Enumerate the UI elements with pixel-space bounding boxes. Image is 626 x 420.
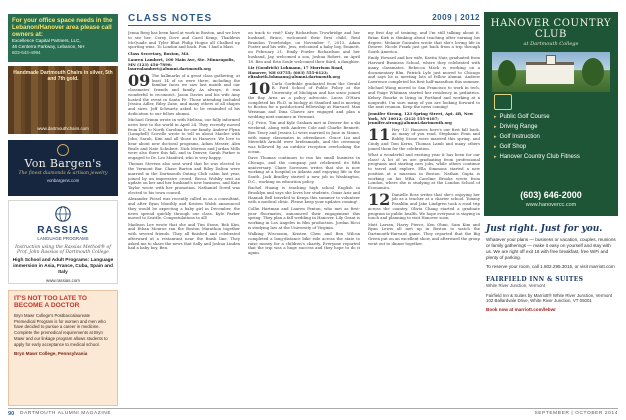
drop-cap: 11 [368, 125, 391, 145]
fairfield-booking-link[interactable]: Book now at marriott.com/lebwr [486, 307, 556, 313]
fairfield-brand: FAIRFIELD INN & SUITES [486, 276, 584, 283]
premed-ad[interactable] [8, 290, 118, 406]
left-ad-column [8, 14, 118, 406]
fairfield-address: Fairfield Inn & Suites by Marriott® White River Junction, Vermont 102 Ballardvale Drive, White River Junction, VT 05001 [486, 292, 612, 304]
hcc-services-list [494, 112, 580, 162]
note-paragraph: Carla Gorfinkle graduated from the Gerald R. Ford School of Public Policy at the University of Michigan and has since joined the Bay Area as a policy advocate. Lucas O'Hara completed his Ph.D. in biology at Stanford and is moving to Boston for a postdoctoral fellowship at Harvard. Max Weisman and Dina Chavez are engaged and plan a wedding next summer in Vermont. [248, 80, 360, 119]
hcc-name: HANOVER COUNTRY CLUB [490, 18, 612, 40]
drop-cap: 10 [248, 79, 271, 99]
hcc-service-item: ▸ Golf Instruction [494, 132, 580, 142]
note-paragraph: Dave Thomas continues to run his small business in Chicago, and the company just celebrated its fifth anniversary. Claire Sorensen writes that she is now working at a hospital in Atlanta and enjoying life in the South. Jack Bradley started a new job in Washington, D.C., working on education policy. [248, 155, 360, 184]
tree-image [498, 60, 516, 86]
office-ad-business: Excellence Capital Partners, LLC, [12, 38, 81, 43]
office-ad-headline: For your office space needs in the Lebanon/Hanover area please call owners at: [12, 17, 113, 38]
hcc-service-item: ▸ Public Golf Course [494, 112, 580, 122]
vonbargens-url: vonbargens.com [46, 178, 80, 183]
premed-text: Bryn Mawr College's Postbaccalaureate Premedical Program is for women and men who have decided to pursue a career in medicine. Complete the premedical requirements at Bryn Mawr and our linkage program allows students to apply for early acceptance to medical school. [14, 312, 108, 347]
office-ad-address: 46 Centerra Parkway, Lebanon, NH [12, 44, 85, 49]
class-years: 2009 | 2012 [432, 13, 480, 22]
rassias-programs: High School and Adult Programs: Language immersion in Asia, France, Cuba, Spain and Italy [12, 257, 114, 275]
note-paragraph: Thomas Stevens also sent word that he was elected to the Vermont Bar. Chase Burton and Riley Dalton were married in the Dartmouth Outing Club cabin last year, joined by an impressive crowd. Becca Wolsky sent an update on her and her husband's new business, and Kate Taylor wrote with her promotion. Nathaniel Dowd was elected to his town council. [128, 161, 240, 195]
office-space-ad[interactable] [8, 14, 118, 62]
hcc-service-item: ▸ Driving Range [494, 122, 580, 132]
note-paragraph: Michael Wang moved to San Francisco to work in tech, and Paige Whitman started her residency in pediatrics. Kelsey Rourke is living in Portland and working at a nonprofit. I'm sure many of you are looking forward to the next reunion. Keep the news coming! [368, 85, 480, 110]
chairs-ad-url: www.dartmouthchairs.com [37, 126, 89, 131]
clubhouse-image [526, 62, 574, 84]
class-secretary-contact: Jennifer Strong, 123 Spring Street, Apt. 4B, New York, NY 10012; (212) 555-0187; jennifer.strong@alumni.dartmouth.org [368, 110, 474, 126]
rassias-description: Instruction using the Rassias Method® of Prof. John Rassias of Dartmouth College [15, 244, 111, 256]
chairs-ad[interactable] [8, 66, 118, 134]
hcc-service-item: ▸ Hanover Country Club Fitness [494, 152, 580, 162]
globe-logo-icon [54, 205, 72, 223]
note-paragraph: Madison Lee wrote that she and Tim Stone, Bob Kim, and Ethan Monroe ran the Boston Marathon together with several friends. They all finished and celebrated afterward at a restaurant near the finish line. They asked me to share the news that Sally and Joshua Linden had a baby boy, Ben. [128, 221, 240, 251]
note-paragraph: The hallmarks of a great class gathering; at least 14 of us were there, including the familiar faces we saw last month and our classmates' friends and family. As always, it was wonderful to reconnect. Jason Davies and his wife Amy hosted the event in Santa Fe. Those attending included Jessica Adler, Riley Zane, and many others of all shapes and sizes. Jeff Schwartz asked to be reminded of his dedication to our fellow alumni. [128, 72, 240, 116]
clubhouse-photo [492, 52, 610, 92]
magazine-name: DARTMOUTH ALUMNI MAGAZINE [20, 411, 112, 417]
vonbargens-ad[interactable] [8, 140, 118, 196]
hcc-url[interactable]: www.hanovercc.com [525, 202, 577, 208]
hanover-country-club-ad[interactable] [484, 12, 618, 216]
note-paragraph: C.J. Price, Tim and Kyle Graham met in Denver for a ski weekend, along with Andrew Cole and Charlie Bennett. Ben Tracy and Jessica Li were married in June in Maine, with many classmates in attendance. Grace Liu and Meredith Arnold were bridesmaids, and the ceremony was followed by an outdoor reception overlooking the ocean. [248, 120, 360, 154]
section-title: CLASS NOTES [128, 13, 213, 24]
fairfield-headline: Just right. Just for you. [486, 224, 603, 234]
right-ad-column [484, 12, 618, 406]
premed-foot: Bryn Mawr College, Pennsylvania [14, 350, 88, 356]
office-ad-phone: 603-643-4994 [12, 50, 41, 55]
tree-image [582, 58, 604, 86]
note-paragraph: Emily Howard and her wife, Kavita Nair, graduated from Harvard Business School, where they celebrated with many classmates. Rebecca Mack is working on a documentary film. Patrick Lyle just moved to Chicago and says he is meeting lots of fellow alumni. Andrew Lawrence completed his first half-marathon this summer. [368, 55, 480, 85]
rassias-name: RASSIAS [37, 225, 89, 236]
note-paragraph: Alexander Fiesel was recently called in as a consultant, and after Ryan Monthly and Kristen Walsh announced they would be expecting a baby girl in December, the news spread quickly through our class. Kyle Parker moved to Seattle. Congratulations to all! [128, 196, 240, 221]
drop-cap: 12 [368, 190, 391, 210]
note-paragraph: Jenna Berg has been hard at work in Boston, and we love to see her. Corey Dove and Carol Kemp, Thaddeus McQuade and Tyler Bhat Philip Hogue all Chalked up sporting wins. To London and back. Fun. I had a blast. [128, 30, 240, 50]
fairfield-inn-ad[interactable] [484, 224, 618, 406]
shield-logo-icon [494, 94, 512, 110]
hcc-service-item: ▸ Golf Shop [494, 142, 580, 152]
note-paragraph: Hey '12! Hanover, here's our first fall back. As many of you read, Stephanie Fenn and Bobby Stone were married this spring, and Cindy and Tom Kerns, Thomas Lamb and many others joined them for the celebration. [368, 126, 480, 151]
class-secretary-label: Class Secretary, Boston, MA [128, 50, 189, 56]
crest-icon [57, 144, 69, 156]
fairfield-text: Whatever your plans — business or vacation, couples, reunions or family gatherings — make it easy on yourself and stay with us. We are right off exit 18 with free breakfast, free WiFi and plenty of parking. [486, 237, 616, 260]
vonbargens-tagline: The finest diamonds & artisan jewelry [18, 171, 108, 176]
notes-column-3 [368, 30, 480, 402]
issue-date: SEPTEMBER | OCTOBER 2014 [534, 411, 618, 417]
note-paragraph: What a wonderful and exciting year it has been for our class! A lot of us are graduating from professional programs and starting new jobs, while others continue to travel and explore. Ella Simmons started a new position at a museum in Boston. Nathan Gupta is working on his MBA. Caroline Brooks wrote from London, where she is studying at the London School of Economics. [368, 151, 480, 191]
note-paragraph: Michael Grimm wrote in with Melissa, our fully informed news best to the world in April 24. They recently moved from D.C. to North Carolina for one family. Andrew Flynn (Lampbell) Scoville wrote to tell us about Maelee with John, Sarah, Kim and all those in Hanover. We love to hear about new doctoral programs, Adam Messer, Alex Beale and Nate Schubert. Nick Moreno and Jordan Mills were also there this fall, and in Denver, Sarah Parker is engaged to Dr. Leo Manford, who is very happy. [128, 117, 240, 161]
note-paragraph: on track to visit? Katy Richardson Trowbridge and her husband, Bruce, welcomed their first child, Reid Brandon Trowbridge, on November 7, 2013. Adam Foster and his wife, Jess, welcomed a baby boy, Emmett, on February 21. Emily Fowler Richardson and her husband, Jay, welcomed a son, Joshua Robert, on April 18. Ben and Erin Soule welcomed their third, a daughter. [248, 30, 360, 64]
fairfield-brand-location: White River Junction, Vermont [486, 283, 546, 288]
note-paragraph: Walking Wisconsin, Kristen Chen and Ben Wilcox completed a long-distance bike ride across the state to raise money for a children's charity. Everyone reported that the trip was a huge success and they hope to do it again. [248, 231, 360, 256]
section-header [128, 12, 480, 26]
rassias-ad[interactable] [8, 200, 118, 284]
note-paragraph: Matt Larsen, Harry Pierce, Ken Ohmi, Sam Kim and Ryan Lewis all met up in Boston to watch the Dartmouth-Harvard game. They reported that the Big Green put on an excellent show, and afterward the group went out to dinner together. [368, 221, 480, 246]
note-paragraph: Danielle Ross writes that she's enjoying her job as a teacher at a charter school. Tommy Franklin and Jake Lindgren took a road trip across the country. Olivia Chang started a graduate program in public health. We hope everyone is staying in touch and planning to visit Hanover soon. [368, 191, 480, 221]
vonbargens-name: Von Bargen's [24, 157, 102, 170]
note-paragraph: Rachel Huang is teaching high school English in Brooklyn and says she loves her students. Omar Aziz and Hannah Bell traveled to Kenya this summer to volunteer with a medical clinic. Please keep your updates coming! [248, 185, 360, 205]
class-secretary-contact: Liz (Goodrich) Lohmann, 17 Morrison Road, Hanover, NH 03755; (603) 555-0123; elizabeth.lohmann@alumni.dartmouth.org [248, 64, 344, 80]
notes-column-2 [248, 30, 360, 402]
class-secretary-contact: Lauren Lambert, 100 Main Ave, Ste. Minneapolis, MN (123) 456-7890; laurenlambert@alumni.dartmouth.org [128, 56, 235, 72]
drop-cap: 09 [128, 71, 151, 91]
page-footer [8, 408, 618, 418]
page-number: 90 [8, 411, 15, 417]
hcc-phone: (603) 646-2000 [520, 190, 582, 200]
note-paragraph: Collin Hartman and Lauren Fenton, who met as first-year floormates, announced their engagement this spring. They plan a fall wedding in Hanover. Lily Grant is working in Los Angeles in film production. Jordan Ricci is studying law at the University of Virginia. [248, 205, 360, 230]
notes-column-1 [128, 30, 240, 402]
chairs-ad-caption: Handmade Dartmouth Chairs in silver, 5th and 7th gold. [13, 70, 113, 82]
fairfield-reserve-text: To reserve your room, call 1.802.295.3015, or visit marriott.com [486, 264, 615, 269]
hcc-subtitle: at Dartmouth College [523, 41, 579, 47]
premed-headline: IT'S NOT TOO LATE TO BECOME A DOCTOR [14, 295, 88, 310]
rassias-url: www.rassias.com [46, 277, 80, 283]
note-paragraph: my first day of training, and I'm still talking about it. Brian Kirk is thinking about teaching after earning his degree. Melanie Gonzalez wrote that she's loving life in Denver. Nicole Frank just got back from a trip through South America. [368, 30, 480, 54]
rassias-sub: LANGUAGE PROGRAMS [37, 236, 89, 241]
